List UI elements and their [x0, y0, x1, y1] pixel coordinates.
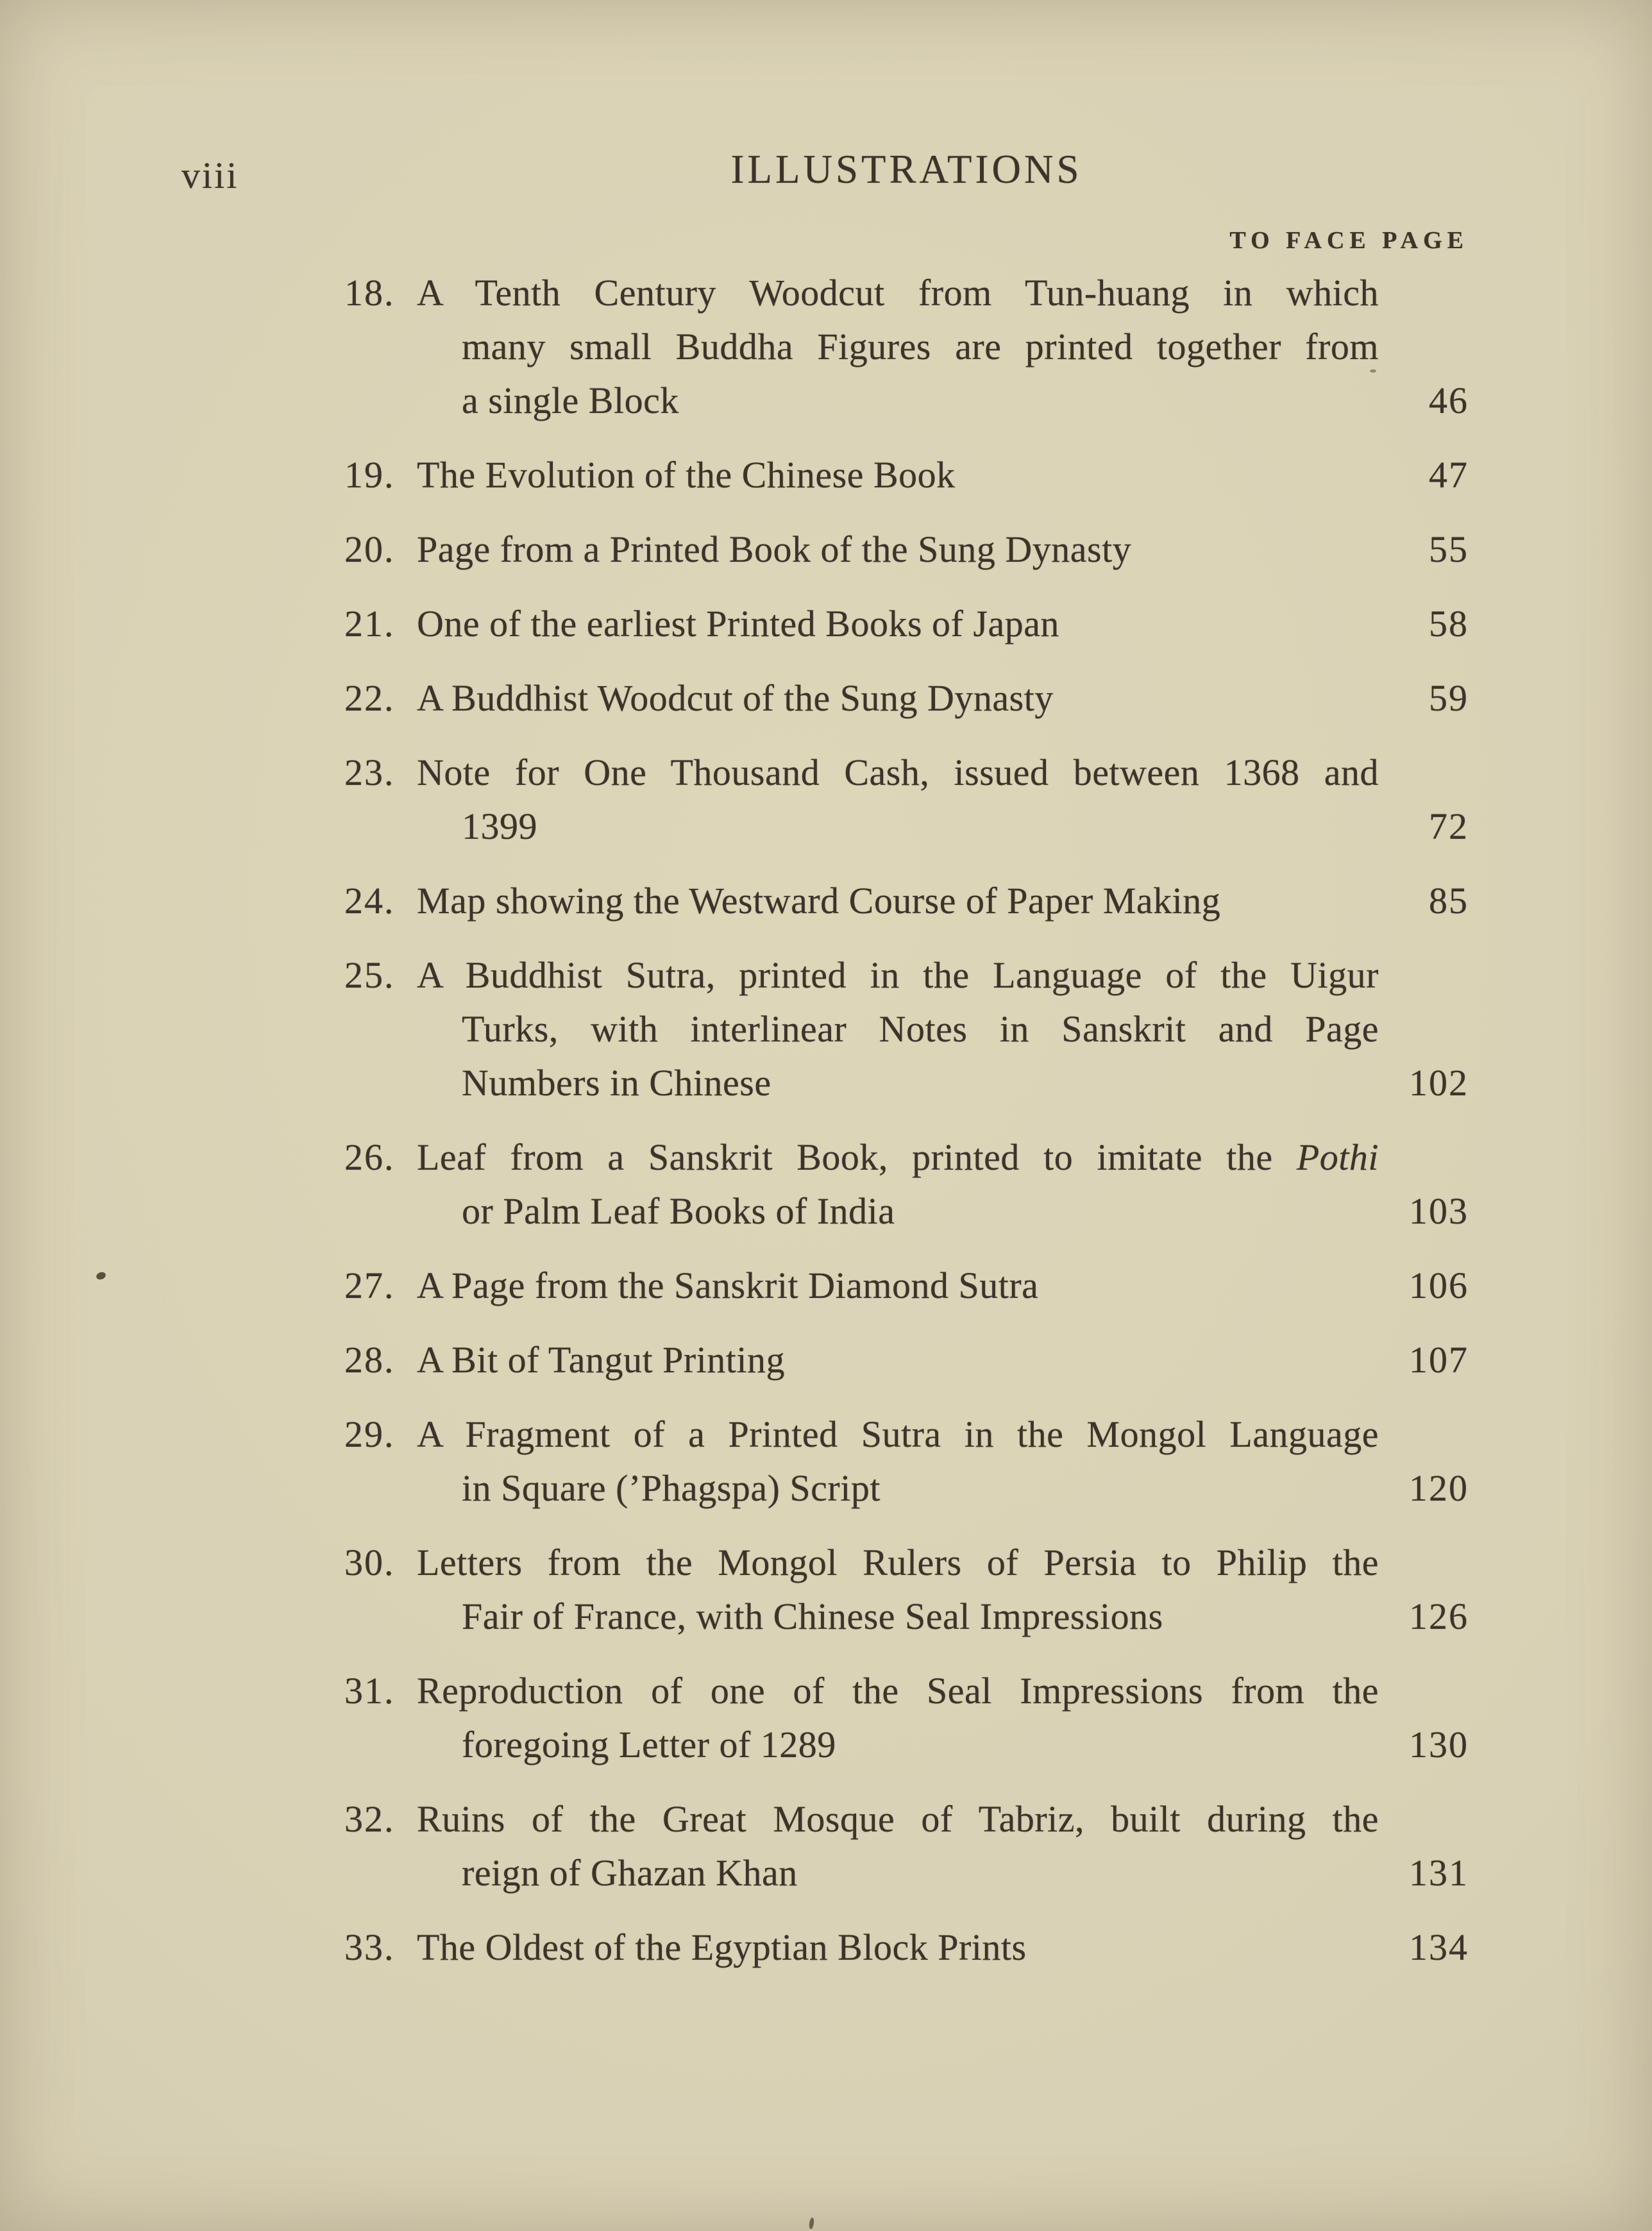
- text: A Fragment of a Printed Sutra in the Mongol Language: [417, 1413, 1379, 1455]
- item-page-number: 55: [1429, 528, 1469, 570]
- folio-page-number: viii: [181, 155, 239, 196]
- list-item: [344, 671, 1469, 725]
- item-page-number: 46: [1429, 380, 1469, 421]
- item-title-line: [417, 1461, 1379, 1515]
- item-title-line: [417, 1718, 1379, 1772]
- item-title-line: [417, 1056, 1379, 1110]
- list-item: [344, 874, 1469, 928]
- list-item: [344, 1333, 1469, 1387]
- ink-speck: [96, 1271, 107, 1281]
- list-item: [344, 1408, 1469, 1515]
- list-item: [344, 1536, 1469, 1644]
- text: A Bit of Tangut Printing: [417, 1339, 786, 1381]
- text: The Oldest of the Egyptian Block Prints: [417, 1926, 1027, 1968]
- list-item: [344, 523, 1469, 577]
- text: in Square (’Phagspa) Script: [462, 1467, 881, 1509]
- item-number: 22.: [344, 677, 395, 719]
- item-title-line: [417, 948, 1379, 1002]
- text: foregoing Letter of 1289: [462, 1724, 836, 1765]
- text: Numbers in Chinese: [462, 1062, 771, 1104]
- item-number: 29.: [344, 1413, 395, 1455]
- item-title: [417, 1536, 1379, 1644]
- item-number: 20.: [344, 528, 395, 570]
- item-title: [417, 1664, 1379, 1772]
- list-item: [344, 597, 1469, 651]
- item-page-number: 126: [1409, 1595, 1469, 1637]
- illustrations-list: [344, 266, 1469, 1974]
- item-number: 27.: [344, 1265, 395, 1306]
- item-number: 26.: [344, 1136, 395, 1178]
- list-item: [344, 266, 1469, 428]
- item-title: [417, 448, 1379, 502]
- item-number: 21.: [344, 603, 395, 644]
- item-title-line: [417, 800, 1379, 854]
- text: One of the earliest Printed Books of Japan: [417, 603, 1059, 644]
- list-item: [344, 1792, 1469, 1900]
- ink-speck: [1370, 369, 1376, 373]
- item-number: 18.: [344, 272, 395, 314]
- text: A Buddhist Woodcut of the Sung Dynasty: [417, 677, 1054, 719]
- item-page-number: 58: [1429, 603, 1469, 644]
- item-number: 24.: [344, 880, 395, 922]
- item-number: 33.: [344, 1926, 395, 1968]
- list-item: [344, 1664, 1469, 1772]
- item-title-line: [417, 1664, 1379, 1718]
- item-title: [417, 1131, 1379, 1238]
- item-title-line: [417, 523, 1379, 577]
- list-item: [344, 1131, 1469, 1238]
- item-title-line: [417, 1536, 1379, 1590]
- item-title: [417, 1259, 1379, 1313]
- item-title: [417, 1333, 1379, 1387]
- item-number: 25.: [344, 954, 395, 996]
- item-title-line: [417, 1921, 1379, 1974]
- text: Leaf from a Sanskrit Book, printed to imitate the: [417, 1136, 1297, 1178]
- text: 1399: [462, 805, 537, 847]
- text: Page from a Printed Book of the Sung Dynasty: [417, 528, 1132, 570]
- item-page-number: 131: [1409, 1852, 1469, 1894]
- list-item: [344, 1259, 1469, 1313]
- item-title: [417, 948, 1379, 1110]
- item-title: [417, 671, 1379, 725]
- to-face-page-heading: TO FACE PAGE: [1229, 227, 1469, 254]
- item-title-line: [417, 671, 1379, 725]
- item-title: [417, 523, 1379, 577]
- item-page-number: 102: [1409, 1062, 1469, 1104]
- item-page-number: 85: [1429, 880, 1469, 922]
- item-title-line: [417, 1590, 1379, 1644]
- item-page-number: 59: [1429, 677, 1469, 719]
- text: or Palm Leaf Books of India: [462, 1190, 895, 1232]
- item-title: [417, 1921, 1379, 1974]
- text: Ruins of the Great Mosque of Tabriz, built during the: [417, 1798, 1379, 1840]
- text: many small Buddha Figures are printed together from: [462, 326, 1379, 367]
- item-title-line: [417, 374, 1379, 428]
- list-item: [344, 448, 1469, 502]
- text: a single Block: [462, 380, 679, 421]
- item-title: [417, 874, 1379, 928]
- item-number: 28.: [344, 1339, 395, 1381]
- text: Turks, with interlinear Notes in Sanskrit and Page: [462, 1008, 1379, 1050]
- item-number: 32.: [344, 1798, 395, 1840]
- item-title-line: [417, 448, 1379, 502]
- item-title-line: [417, 874, 1379, 928]
- item-page-number: 120: [1409, 1467, 1469, 1509]
- page-title: ILLUSTRATIONS: [730, 147, 1083, 192]
- item-title-line: [417, 320, 1379, 374]
- item-title: [417, 597, 1379, 651]
- item-title-line: [417, 1002, 1379, 1056]
- item-title-line: [417, 597, 1379, 651]
- list-item: [344, 948, 1469, 1110]
- list-item: [344, 1921, 1469, 1974]
- item-number: 19.: [344, 454, 395, 496]
- text: A Buddhist Sutra, printed in the Language of the Uigur: [417, 954, 1379, 996]
- ink-speck: [809, 2218, 814, 2230]
- item-title-line: [417, 746, 1379, 800]
- text: Map showing the Westward Course of Paper Making: [417, 880, 1221, 922]
- item-title-line: [417, 266, 1379, 320]
- item-page-number: 107: [1409, 1339, 1469, 1381]
- item-title-line: [417, 1408, 1379, 1461]
- item-page-number: 103: [1409, 1190, 1469, 1232]
- item-title: [417, 1408, 1379, 1515]
- item-page-number: 72: [1429, 805, 1469, 847]
- text: A Tenth Century Woodcut from Tun-huang in which: [417, 272, 1379, 314]
- text: A Page from the Sanskrit Diamond Sutra: [417, 1265, 1039, 1306]
- text: Fair of France, with Chinese Seal Impressions: [462, 1595, 1163, 1637]
- item-title-line: [417, 1131, 1379, 1184]
- list-item: [344, 746, 1469, 854]
- item-title: [417, 266, 1379, 428]
- item-number: 30.: [344, 1542, 395, 1583]
- text: Note for One Thousand Cash, issued between 1368 and: [417, 752, 1379, 793]
- item-page-number: 47: [1429, 454, 1469, 496]
- italic-text: Pothi: [1296, 1136, 1379, 1178]
- item-page-number: 106: [1409, 1265, 1469, 1306]
- text: The Evolution of the Chinese Book: [417, 454, 956, 496]
- text: Reproduction of one of the Seal Impressions from the: [417, 1670, 1379, 1712]
- item-title-line: [417, 1792, 1379, 1846]
- item-number: 23.: [344, 752, 395, 793]
- item-title: [417, 746, 1379, 854]
- text: Letters from the Mongol Rulers of Persia to Philip the: [417, 1542, 1379, 1583]
- item-title-line: [417, 1184, 1379, 1238]
- item-number: 31.: [344, 1670, 395, 1712]
- item-title-line: [417, 1259, 1379, 1313]
- item-page-number: 130: [1409, 1724, 1469, 1765]
- text: reign of Ghazan Khan: [462, 1852, 798, 1894]
- item-page-number: 134: [1409, 1926, 1469, 1968]
- item-title-line: [417, 1333, 1379, 1387]
- item-title: [417, 1792, 1379, 1900]
- item-title-line: [417, 1846, 1379, 1900]
